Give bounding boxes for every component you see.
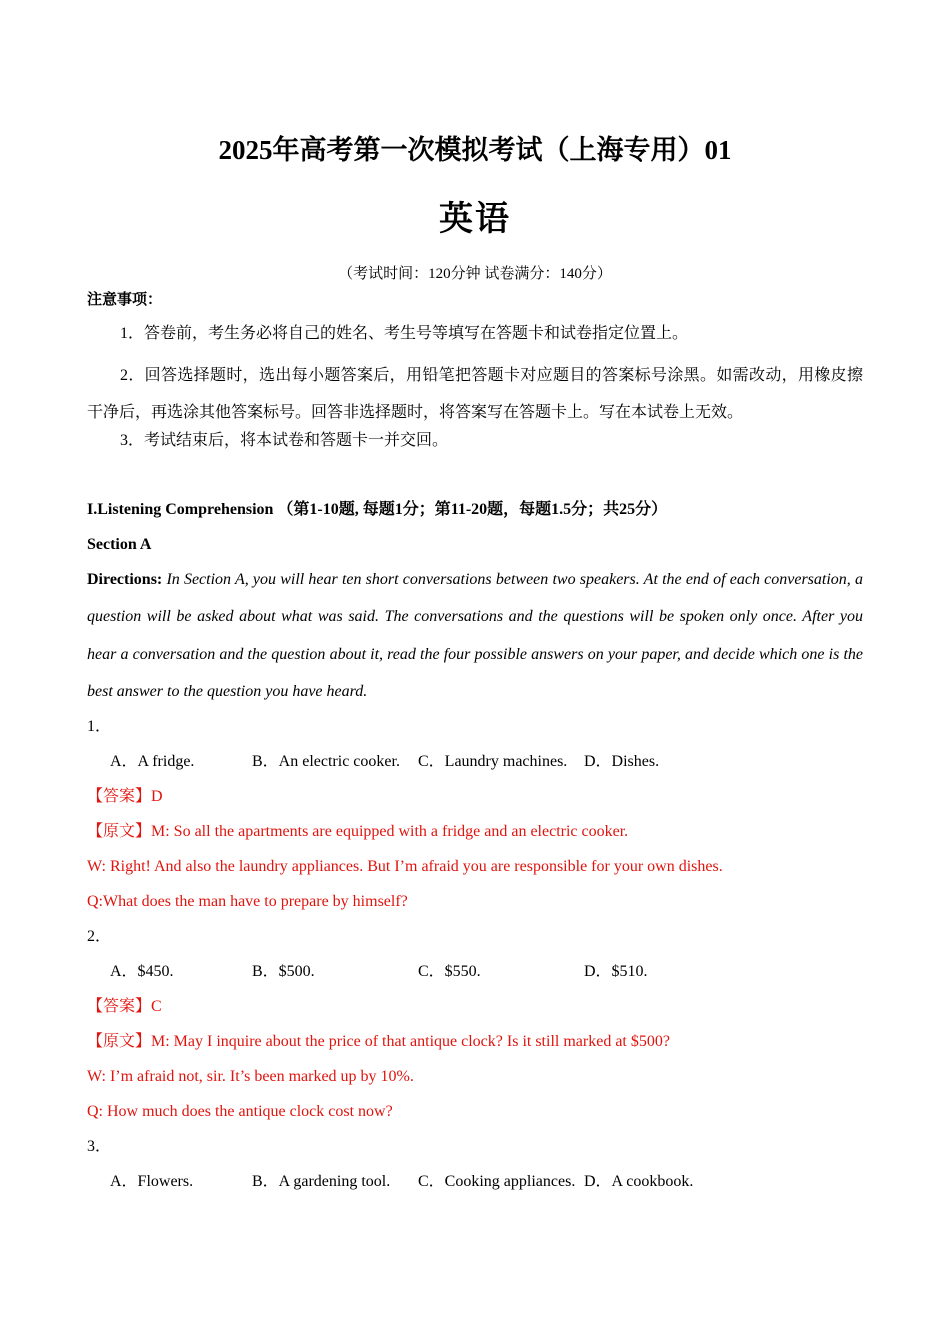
- question-3-options: [110, 1170, 870, 1194]
- subject-title: 英语: [439, 201, 511, 238]
- q2-option-c: C．$550.: [418, 963, 481, 980]
- q2-transcript-line-2: W: I’m afraid not, sir. It’s been marked up by 10%.: [87, 1068, 414, 1085]
- q2-option-b: B．$500.: [252, 963, 315, 980]
- q1-option-b: B．An electric cooker.: [252, 753, 400, 770]
- notice-item-2: 2．回答选择题时，选出每小题答案后，用铅笔把答题卡对应题目的答案标号涂黑。如需改动，用橡皮擦干净后，再选涂其他答案标号。回答非选择题时，将答案写在答题卡上。写在本试卷上无效。: [87, 367, 863, 421]
- exam-info: （考试时间：120分钟 试卷满分：140分）: [338, 266, 612, 282]
- q2-option-d: D．$510.: [584, 963, 648, 980]
- question-number-2: 2．: [87, 928, 112, 945]
- q1-option-a: A．A fridge.: [110, 753, 195, 770]
- q1-transcript-line-1: 【原文】M: So all the apartments are equipped with a fridge and an electric cooker.: [87, 823, 629, 840]
- q2-option-a: A．$450.: [110, 963, 174, 980]
- q3-option-a: A．Flowers.: [110, 1173, 194, 1190]
- directions: [87, 561, 863, 710]
- directions-label: Directions:: [87, 571, 167, 588]
- directions-text: In Section A, you will hear ten short conversations between two speakers. At the end of each conversation, a question will be asked about what was said. The conversations and the questions will be spoken only once. After you hear a conversation and the question about it, read the four possible answers on your paper, and decide which one is the best answer to the question you have heard.: [87, 571, 863, 700]
- q2-transcript-question: Q: How much does the antique clock cost now?: [87, 1103, 393, 1120]
- notice-item-1: 1．答卷前，考生务必将自己的姓名、考生号等填写在答题卡和试卷指定位置上。: [120, 325, 689, 342]
- question-number-3: 3．: [87, 1138, 112, 1155]
- q2-transcript-line-1: 【原文】M: May I inquire about the price of that antique clock? Is it still marked at $500?: [87, 1033, 670, 1050]
- q1-transcript-question: Q:What does the man have to prepare by himself?: [87, 893, 408, 910]
- q3-option-c: C．Cooking appliances.: [418, 1173, 576, 1190]
- q3-option-d: D．A cookbook.: [584, 1173, 694, 1190]
- section-title-cn: （第1-10题, 每题1分；第11-20题，每题1.5分；共25分）: [277, 501, 668, 518]
- q3-option-b: B．A gardening tool.: [252, 1173, 391, 1190]
- exam-title: 2025年高考第一次模拟考试（上海专用）01: [218, 135, 732, 165]
- question-2-options: [110, 960, 870, 984]
- question-1-options: [110, 750, 870, 774]
- notice-item-3: 3．考试结束后，将本试卷和答题卡一并交回。: [120, 432, 449, 449]
- notice-heading: 注意事项：: [87, 292, 163, 308]
- section-title-en: I.Listening Comprehension: [87, 501, 278, 518]
- q1-option-c: C．Laundry machines.: [418, 753, 568, 770]
- q1-answer: 【答案】D: [87, 788, 163, 805]
- section-heading: [87, 498, 667, 522]
- section-a-label: Section A: [87, 536, 152, 553]
- question-number-1: 1．: [87, 718, 112, 735]
- q1-transcript-line-2: W: Right! And also the laundry appliances. But I’m afraid you are responsible for your own dishes.: [87, 858, 723, 875]
- q1-option-d: D．Dishes.: [584, 753, 660, 770]
- q2-answer: 【答案】C: [87, 998, 162, 1015]
